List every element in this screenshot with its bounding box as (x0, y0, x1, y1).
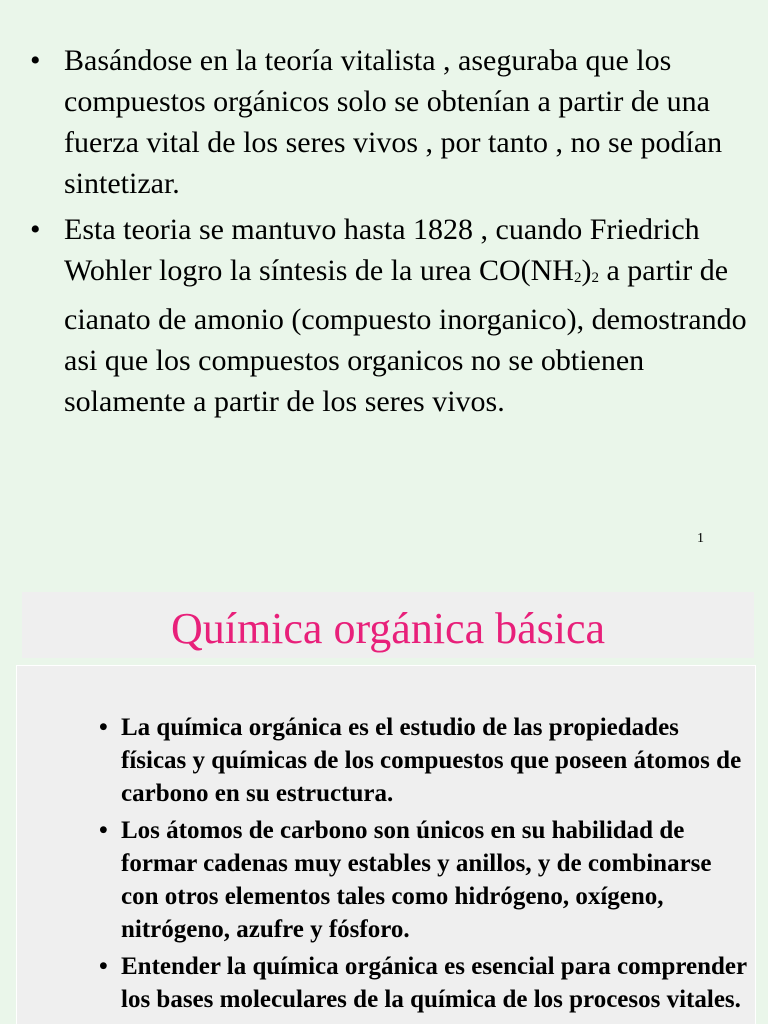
slide-2-body (16, 665, 756, 1024)
slide-2-title-area (22, 592, 754, 658)
slide-number: 1 (697, 531, 704, 546)
bullet-symbol: • (99, 714, 108, 741)
subscript-2: 2 (591, 270, 599, 286)
bullet-symbol: • (30, 44, 41, 77)
slide-1-bullet-list (30, 40, 750, 427)
bullet-text: Basándose en la teoría vitalista , aseguraba que los compuestos orgánicos solo se obtenían a partir de una fuerza vital de los seres vivos , por tanto , no se podían sintetizar. (64, 44, 723, 200)
bullet-symbol: • (99, 953, 108, 980)
subscript-2: 2 (573, 270, 582, 286)
bullet-symbol: • (99, 817, 108, 844)
slide-2-bullet-1 (99, 711, 749, 810)
slide-1-bullet-2 (30, 209, 750, 422)
bullet-text: Los átomos de carbono son únicos en su habilidad de formar cadenas muy estables y anillos, y de combinarse con otros elementos tales como hidrógeno, oxígeno, nitrógeno, azufre y fósforo. (121, 817, 712, 943)
slide-separator (0, 565, 768, 592)
bullet-text-start: Esta teoria se mantuvo hasta 1828 , cuando Friedrich Wohler logro la síntesis de la urea CO(NH (64, 213, 700, 287)
slide-2-bullet-list (99, 711, 749, 1020)
bullet-text: La química orgánica es el estudio de las propiedades físicas y químicas de los compuestos que poseen átomos de carbono en su estructura. (121, 714, 742, 807)
bullet-text-end: a partir de cianato de amonio (compuesto inorganico), demostrando asi que los compuestos organicos no se obtienen solamente a partir de los seres vivos. (64, 254, 747, 418)
bullet-text-paren: ) (581, 254, 592, 287)
slide-2-bullet-2 (99, 814, 749, 946)
bullet-text: Entender la química orgánica es esencial para comprender los bases moleculares de la química de los procesos vitales. (121, 953, 747, 1013)
slide-1-bullet-1 (30, 40, 750, 204)
bullet-symbol: • (30, 213, 41, 246)
slide-2-bullet-3 (99, 950, 749, 1016)
slide-2-title: Química orgánica básica (170, 604, 606, 653)
